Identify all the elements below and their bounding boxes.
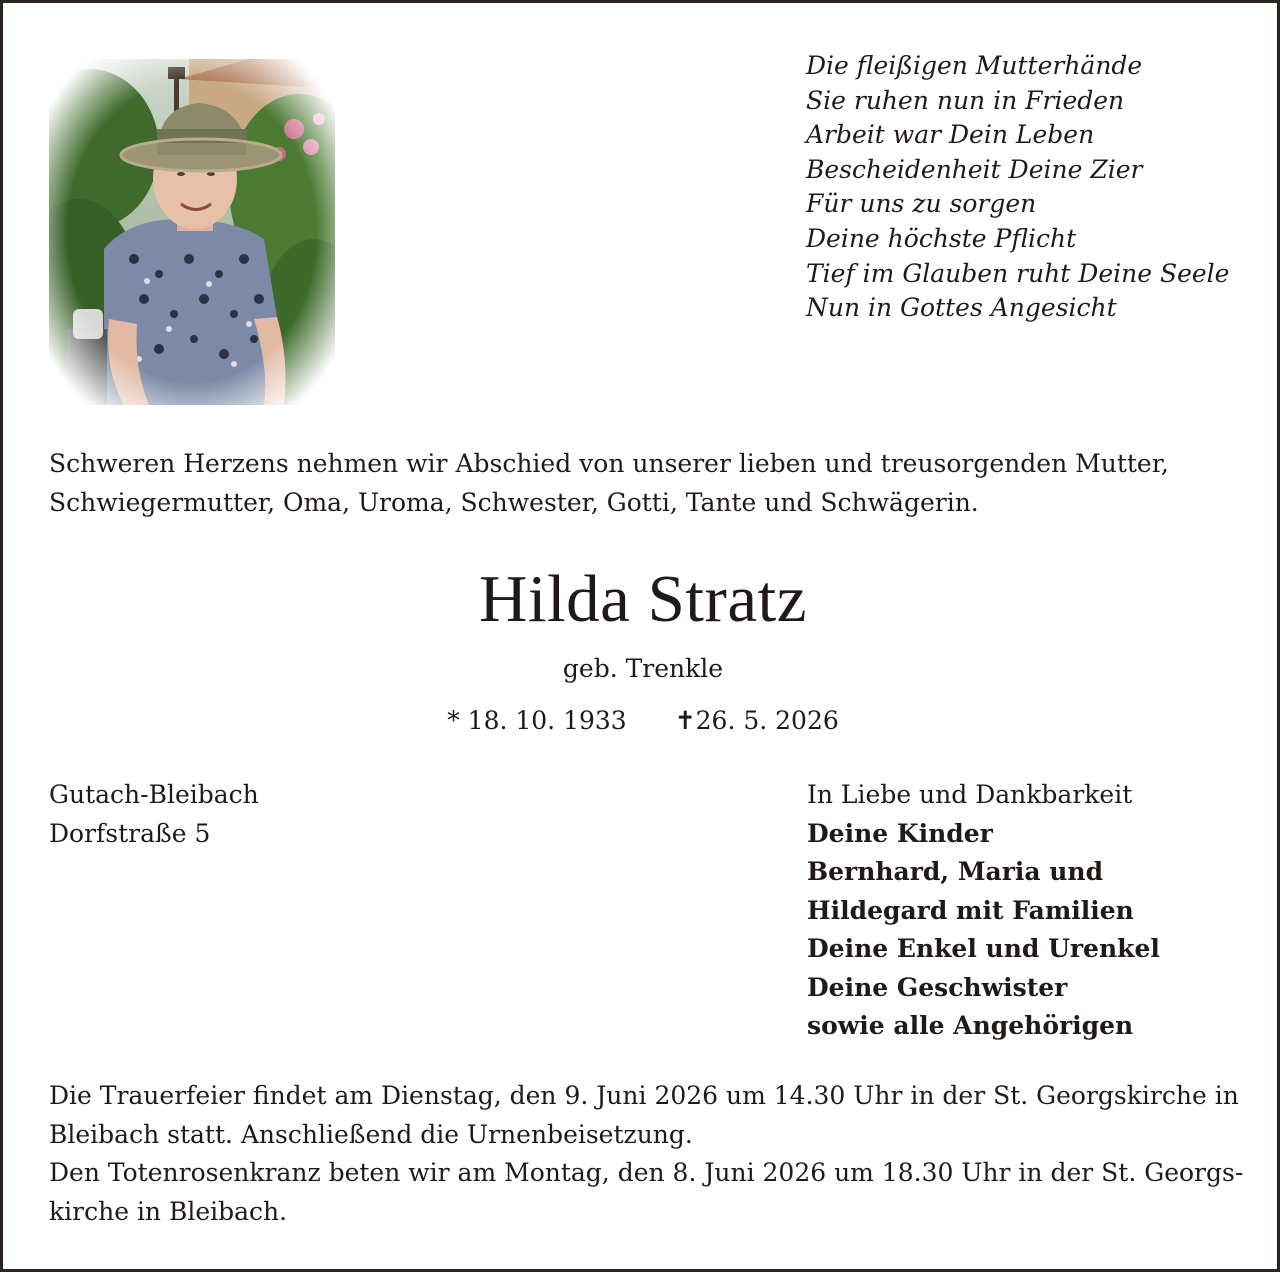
maiden-name: geb. Trenkle <box>562 654 724 683</box>
address-line: Gutach-Bleibach <box>49 780 259 809</box>
mourner-line: Deine Geschwister <box>807 972 1068 1002</box>
mourner-line: sowie alle Angehörigen <box>807 1011 1134 1040</box>
address-line: Dorfstraße 5 <box>49 818 211 848</box>
deceased-name: Hilda Stratz <box>479 562 807 636</box>
poem-line: Nun in Gottes Angesicht <box>806 293 1117 323</box>
poem-line: Sie ruhen nun in Frieden <box>806 85 1125 115</box>
poem-line: Für uns zu sorgen <box>806 189 1037 219</box>
service-line: Die Trauerfeier findet am Dienstag, den 9. Juni 2026 um 14.30 Uhr in der St. Georgskirche in <box>49 1081 1239 1110</box>
mourner-line: Bernhard, Maria und <box>807 857 1104 886</box>
service-line: kirche in Bleibach. <box>49 1196 288 1226</box>
family-address <box>49 776 259 853</box>
portrait-photo <box>49 59 335 405</box>
memorial-poem <box>806 49 1256 326</box>
farewell-intro <box>49 445 1249 522</box>
birth-date: * 18. 10. 1933 <box>447 706 627 735</box>
mourner-line: Deine Enkel und Urenkel <box>807 934 1160 963</box>
service-line: Den Totenrosenkranz beten wir am Montag, den 8. Juni 2026 um 18.30 Uhr in der St. Georgs- <box>49 1158 1244 1187</box>
intro-line: Schwiegermutter, Oma, Uroma, Schwester, Gotti, Tante und Schwägerin. <box>49 487 979 517</box>
death-date: ✝26. 5. 2026 <box>674 706 839 735</box>
signature-intro: In Liebe und Dankbarkeit <box>807 780 1133 809</box>
poem-line: Die fleißigen Mutterhände <box>806 51 1143 80</box>
mourner-line: Hildegard mit Familien <box>807 895 1134 925</box>
poem-line: Deine höchste Pflicht <box>806 223 1077 253</box>
funeral-service-info <box>49 1077 1249 1231</box>
poem-line: Tief im Glauben ruht Deine Seele <box>806 258 1230 288</box>
poem-line: Bescheidenheit Deine Zier <box>806 154 1143 184</box>
mourners-signature <box>807 776 1160 1046</box>
poem-line: Arbeit war Dein Leben <box>806 120 1095 150</box>
service-line: Bleibach statt. Anschließend die Urnenbeisetzung. <box>49 1119 693 1149</box>
mourner-line: Deine Kinder <box>807 818 993 848</box>
life-dates <box>3 703 1280 739</box>
intro-line: Schweren Herzens nehmen wir Abschied von unserer lieben und treusorgenden Mutter, <box>49 449 1169 478</box>
